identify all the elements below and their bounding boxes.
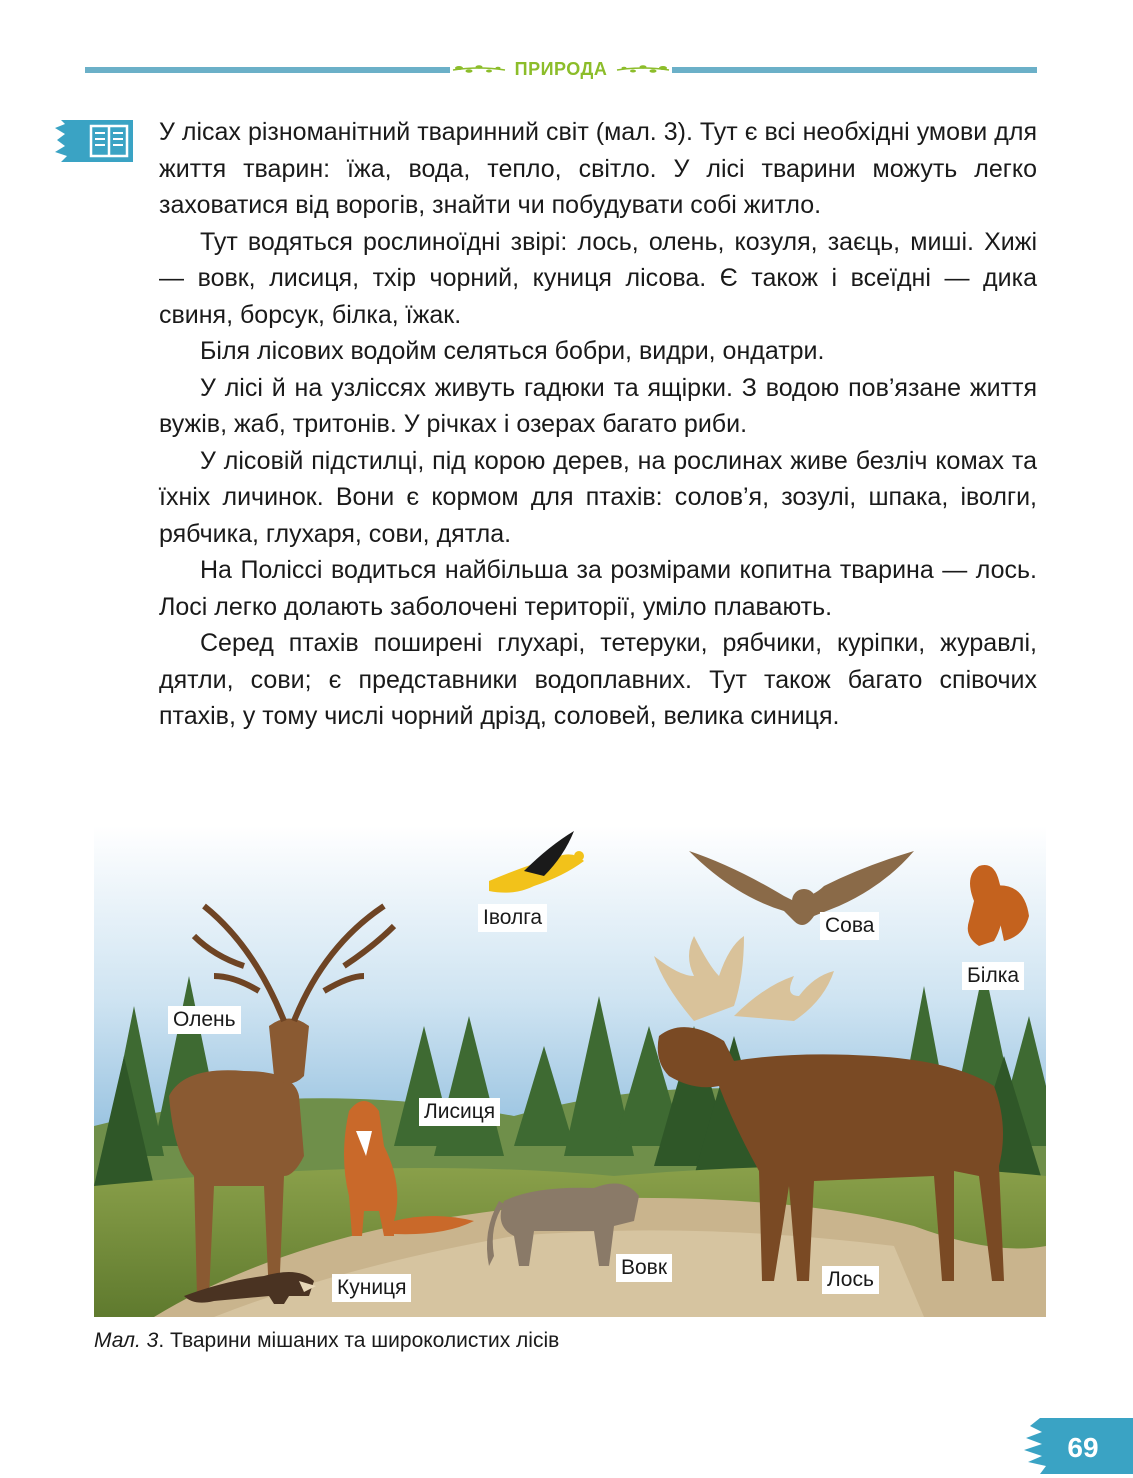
label-olen: Олень [168,1006,241,1034]
label-sova: Сова [820,912,879,940]
page-number: 69 [1067,1432,1099,1463]
label-ivolga: Іволга [478,904,547,932]
paragraph: Серед птахів поширені глухарі, тетеруки, рябчики, куріпки, журавлі, дятли, сови; є представники водоплавних. Тут також багато співочих птахів, у тому числі чорний дрізд, соловей, велика синиця. [159,629,1037,730]
caption-prefix: Мал. 3 [94,1329,159,1352]
paragraph: На Поліссі водиться найбільша за розмірами копитна тварина — лось. Лосі легко долають заболочені території, уміло плавають. [159,556,1037,621]
section-header [450,56,672,82]
body-text [159,114,1037,735]
label-bilka: Білка [962,962,1024,990]
leaf-sprig-left-icon [451,63,507,75]
figure-caption [94,1329,559,1353]
paragraph: У лісі й на узліссях живуть гадюки та ящірки. З водою пов’язане життя вужів, жаб, тритонів. У річках і озерах багато риби. [159,373,1037,438]
label-kunytsia: Куниця [332,1274,411,1302]
paragraph: Тут водяться рослиноїдні звірі: лось, олень, козуля, заєць, миші. Хижі — вовк, лисиця, тхір чорний, куниця лісова. Є також і всеїдні — дика свиня, борсук, білка, їжак. [159,227,1037,329]
section-title: ПРИРОДА [514,58,608,79]
leaf-sprig-right-icon [615,63,671,75]
label-lysytsia: Лисиця [419,1098,500,1126]
open-book-icon [55,118,133,164]
label-vovk: Вовк [616,1254,672,1282]
paragraph: У лісовій підстилці, під корою дерев, на рослинах живе безліч комах та їхніх личинок. Вони є кормом для птахів: солов’я, зозулі, шпака, іволги, рябчика, глухаря, сови, дятла. [159,446,1037,548]
forest-animals-illustration [94,826,1046,1317]
label-los: Лось [822,1266,879,1294]
paragraph: У лісах різноманітний тваринний світ (мал. 3). Тут є всі необхідні умови для життя тварин: їжа, вода, тепло, світло. У лісі тварини можуть легко заховатися від ворогів, знайти чи побудувати собі житло. [159,118,1037,219]
caption-text: . Тварини мішаних та широколистих лісів [158,1329,560,1352]
paragraph: Біля лісових водойм селяться бобри, видри, ондатри. [200,337,825,365]
